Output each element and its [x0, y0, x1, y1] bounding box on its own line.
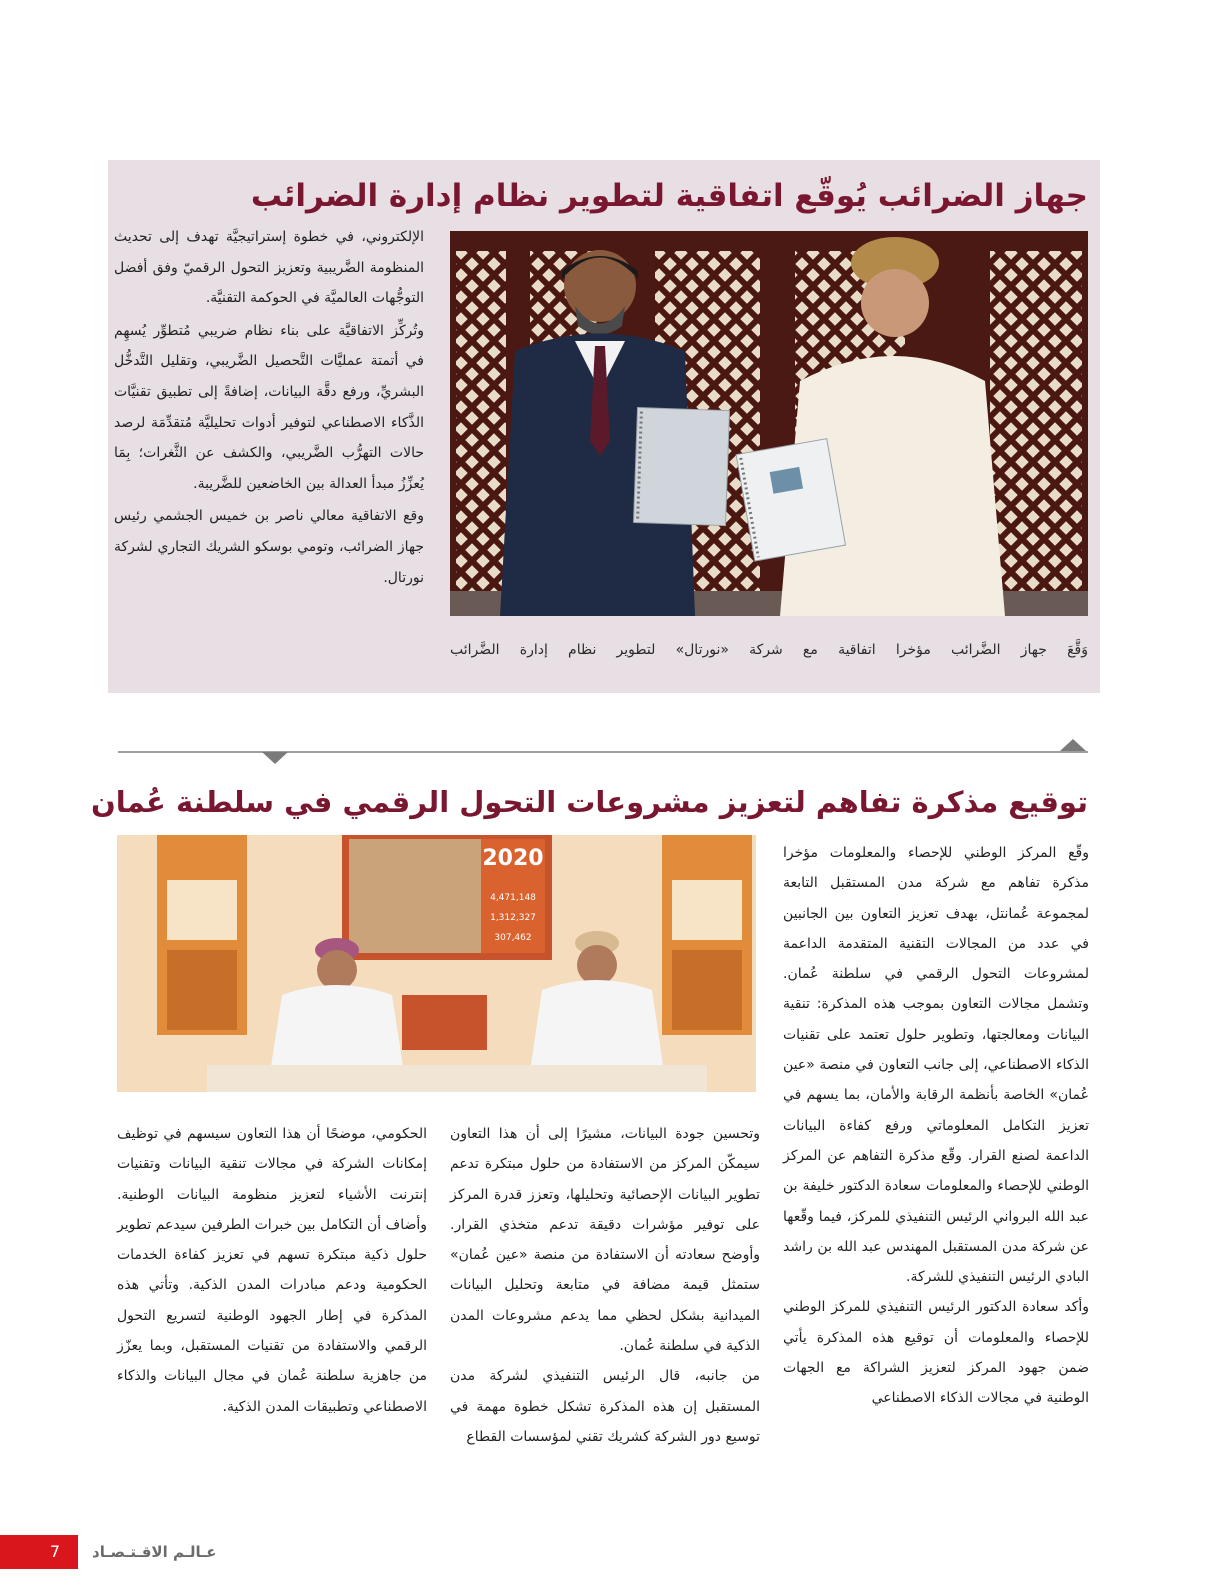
article-2-photo: [117, 835, 756, 1092]
article-1-paragraph: الإلكتروني، في خطوة إستراتيجيَّة تهدف إلى تحديث المنظومة الضَّريبية وتعزيز التحول الرقميّ وفق أفضل التوجُّهات العالميَّة في الحوكمة التقنيَّة.: [114, 229, 424, 307]
article-1-paragraph: وتُركِّز الاتفاقيَّة على بناء نظام ضريبي مُتطوِّر يُسهِم في أتمتة عمليَّات التَّحصيل الضَّريبي، وتقليل التَّدخُّل البشريِّ، ورفع دقَّة البيانات، إضافةً إلى تطبيق تقنيَّات الذَّكاء الاصطناعي لتوفير أدوات تحليليَّة مُتقدِّمَة لرصد حالات التهرُّب الضَّريبي، والكشف عن الثَّغرات؛ بِمَا يُعزِّزُ مبدأ العدالة بين الخاضعين للضَّريبة.: [114, 322, 424, 492]
article-2-column-left: [117, 1119, 427, 1422]
article-2-paragraph: الحكومي، موضحًا أن هذا التعاون سيسهم في توظيف إمكانات الشركة في مجالات تنقية البيانات وتقنيات إنترنت الأشياء لتعزيز منظومة البيانات الوطنية. وأضاف أن التكامل بين خبرات الطرفين سيدعم تطوير حلول ذكية مبتكرة تسهم في تعزيز كفاءة الخدمات الحكومية ودعم مبادرات المدن الذكية. وتأتي هذه المذكرة في إطار الجهود الوطنية لتسريع التحول الرقمي والاستفادة من تقنيات المستقبل، وبما يعزّز من جاهزية سلطنة عُمان في مجال البيانات والذكاء الاصطناعي وتطبيقات المدن الذكية.: [117, 1126, 427, 1415]
article-2-paragraph: وتحسين جودة البيانات، مشيرًا إلى أن هذا التعاون سيمكّن المركز من الاستفادة من حلول مبتكرة تدعم تطوير البيانات الإحصائية وتحليلها، وتعزز قدرة المركز على توفير مؤشرات دقيقة تدعم متخذي القرار. وأوضح سعادته أن الاستفادة من منصة «عين عُمان» ستمثل قيمة مضافة في متابعة وتحليل البيانات الميدانية بشكل لحظي مما يدعم مشروعات المدن الذكية في سلطنة عُمان.: [450, 1126, 760, 1355]
article-1-photo: [450, 231, 1088, 616]
divider-arrow-up-icon: [1060, 739, 1086, 751]
photo-stat-2: 1,312,327: [490, 913, 536, 923]
article-2-title: توقيع مذكرة تفاهم لتعزيز مشروعات التحول الرقمي في سلطنة عُمان: [90, 785, 1088, 819]
page-number: 7: [49, 1542, 60, 1561]
article-1-caption: وَقَّعَ جهاز الضَّرائب مؤخرا اتفاقية مع شركة «نورتال» لتطوير نظام إدارة الضَّرائب: [450, 642, 1088, 658]
article-1-title: جهاز الضرائب يُوقّع اتفاقية لتطوير نظام إدارة الضرائب: [250, 178, 1088, 214]
article-2-paragraph: من جانبه، قال الرئيس التنفيذي لشركة مدن المستقبل إن هذه المذكرة تشكل خطوة مهمة في توسيع دور الشركة كشريك تقني لمؤسسات القطاع: [450, 1368, 760, 1445]
article-2-column-middle: [450, 1119, 760, 1452]
divider-arrow-down-icon: [262, 752, 288, 764]
photo-stat-3: 307,462: [494, 933, 532, 943]
photo-stat-1: 4,471,148: [490, 893, 536, 903]
article-2-column-right: [783, 838, 1089, 1414]
photo-year-label: 2020: [482, 846, 544, 871]
article-2-paragraph: وأكد سعادة الدكتور الرئيس التنفيذي للمركز الوطني للإحصاء والمعلومات أن توقيع هذه المذكرة يأتي ضمن جهود المركز لتعزيز الشراكة مع الجهات الوطنية في مجالات الذكاء الاصطناعي: [783, 1299, 1089, 1407]
article-1-paragraph: وقع الاتفاقية معالي ناصر بن خميس الجشمي رئيس جهاز الضرائب، وتومي بوسكو الشريك التجاري لشركة نورتال.: [114, 508, 424, 586]
article-1-text: [114, 222, 424, 595]
magazine-name: عـالـم الاقـتـصـاد: [92, 1543, 217, 1561]
article-2-paragraph: وقّع المركز الوطني للإحصاء والمعلومات مؤخرا مذكرة تفاهم مع شركة مدن المستقبل التابعة لمجموعة عُمانتل، بهدف تعزيز التعاون بين الجانبين في عدد من المجالات التقنية المتقدمة الداعمة لمشروعات التحول الرقمي في سلطنة عُمان. وتشمل مجالات التعاون بموجب هذه المذكرة: تنقية البيانات ومعالجتها، وتطوير حلول تعتمد على تقنيات الذكاء الاصطناعي، إلى جانب التعاون في منصة «عين عُمان» الخاصة بأنظمة الرقابة والأمان، بما يسهم في تعزيز التكامل المعلوماتي ورفع كفاءة البيانات الداعمة لصنع القرار. وقّع مذكرة التفاهم عن المركز الوطني للإحصاء والمعلومات سعادة الدكتور خليفة بن عبد الله البرواني الرئيس التنفيذي للمركز، فيما وقّعها عن شركة مدن المستقبل المهندس عبد الله بن راشد البادي الرئيس التنفيذي للشركة.: [783, 845, 1089, 1286]
